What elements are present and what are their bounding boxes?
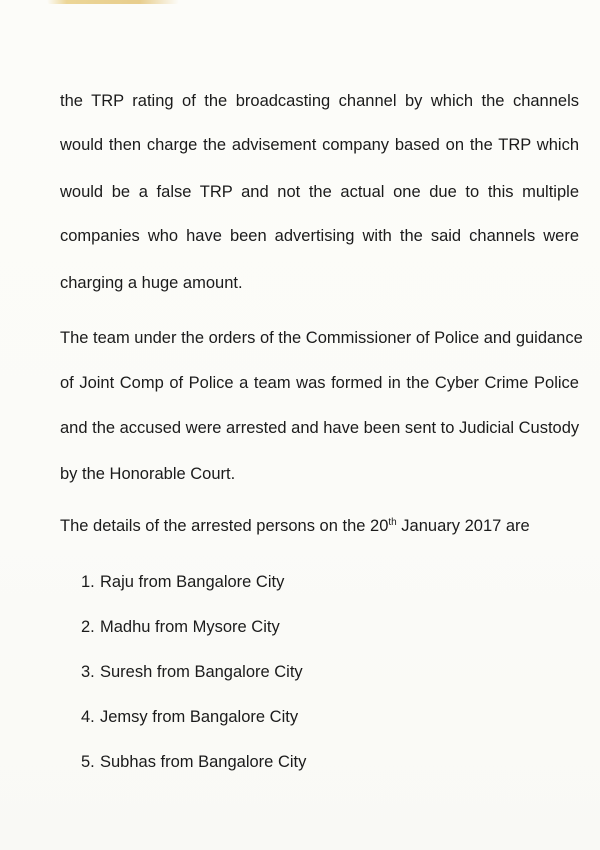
arrested-item [81,752,306,772]
paragraph2-line4: by the Honorable Court. [60,465,236,483]
paragraph2-line1: The team under the orders of the Commissioner of Police and guidance [60,329,583,347]
arrested-item [81,707,298,727]
arrested-item-number: 1. [81,573,95,591]
paragraph1-line1: the TRP rating of the broadcasting channel by which the channels [60,92,579,110]
paragraph1-line3: would be a false TRP and not the actual one due to this multiple [60,183,579,201]
paragraph1-line5: charging a huge amount. [60,274,243,292]
arrested-item-text: Raju from Bangalore City [100,573,285,591]
arrested-item-text: Madhu from Mysore City [100,618,280,636]
header-logo-remnant [47,0,179,4]
arrested-item [81,617,280,637]
paragraph1-line4: companies who have been advertising with the said channels were [60,227,579,245]
arrested-item-number: 5. [81,753,95,771]
details-intro-before: The details of the arrested persons on the 20 [60,517,389,535]
details-intro [60,516,530,536]
arrested-item [81,572,284,592]
arrested-item-text: Suresh from Bangalore City [100,663,303,681]
paragraph1-line2: would then charge the advisement company based on the TRP which [60,136,579,154]
paragraph2-line2: of Joint Comp of Police a team was formed in the Cyber Crime Police [60,374,579,392]
arrested-item-number: 2. [81,618,95,636]
arrested-item-text: Jemsy from Bangalore City [100,708,299,726]
arrested-item-text: Subhas from Bangalore City [100,753,307,771]
arrested-item [81,662,303,682]
details-intro-superscript: th [388,517,397,528]
arrested-item-number: 3. [81,663,95,681]
paragraph2-line3: and the accused were arrested and have been sent to Judicial Custody [60,419,580,437]
details-intro-after: January 2017 are [396,517,530,535]
arrested-item-number: 4. [81,708,95,726]
